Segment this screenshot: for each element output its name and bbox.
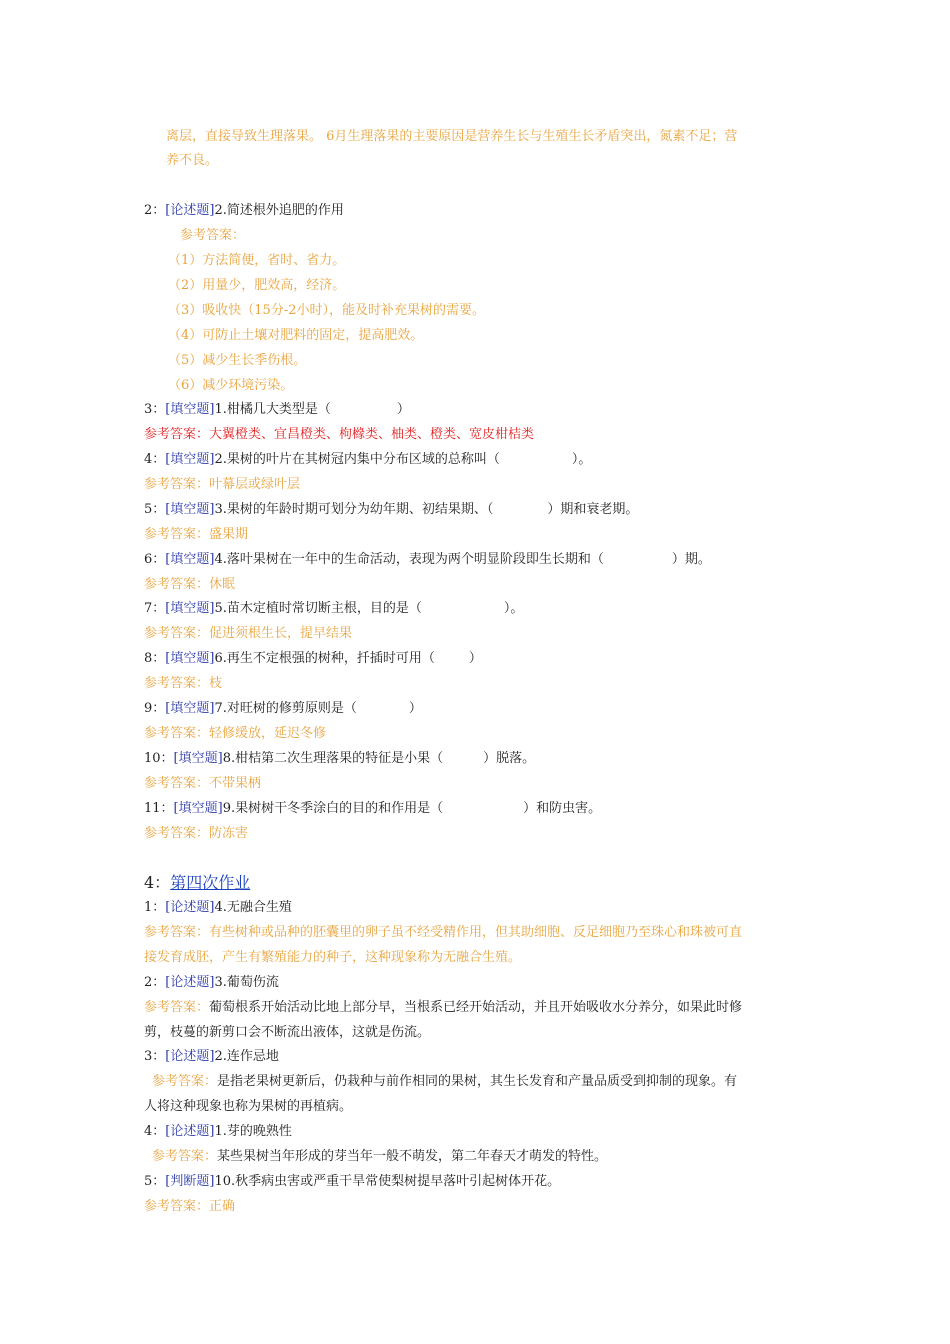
question-text: 7.对旺树的修剪原则是（ — [214, 701, 357, 716]
question-text-end: ）。 — [571, 452, 592, 467]
question-text-end: ）脱落。 — [483, 751, 536, 766]
answer-label: 参考答案： — [144, 1000, 210, 1015]
question-text-end: ） — [396, 402, 410, 417]
answer-line-2: 剪，枝蔓的新剪口会不断流出液体，这就是伤流。 — [144, 1025, 431, 1040]
section-heading — [144, 873, 250, 893]
question-number: 2： — [144, 975, 166, 990]
question-type-tag[interactable]: [论述题] — [165, 975, 215, 990]
answer-line-1 — [152, 1073, 737, 1091]
question-number: 3： — [144, 1049, 166, 1064]
question-type-tag[interactable]: [论述题] — [165, 900, 215, 915]
question-text: 5.苗木定植时常切断主根，目的是（ — [214, 601, 422, 616]
section-title-link[interactable]: 第四次作业 — [170, 873, 251, 892]
question-number: 9： — [144, 701, 166, 716]
answer: 参考答案：促进须根生长，提早结果 — [144, 626, 353, 641]
intro-line-1: 离层，直接导致生理落果。 6月生理落果的主要原因是营养生长与生殖生长矛盾突出，氮素不足；营 — [166, 129, 738, 144]
answer-label: 参考答案： — [152, 1149, 218, 1164]
question-text: 2.简述根外追肥的作用 — [214, 203, 344, 218]
answer: 参考答案：大翼橙类、宜昌橙类、枸橼类、柚类、橙类、宽皮柑桔类 — [144, 427, 535, 442]
question-text: 2.连作忌地 — [214, 1049, 279, 1064]
question-5 — [144, 501, 638, 519]
question-type-tag[interactable]: [论述题] — [165, 203, 215, 218]
question-number: 3： — [144, 402, 166, 417]
question-text: 1.芽的晚熟性 — [214, 1124, 292, 1139]
question-number: 4： — [144, 1124, 166, 1139]
question-text-end: ） — [408, 701, 422, 716]
answer-item: （4）可防止土壤对肥料的固定，提高肥效。 — [168, 328, 424, 343]
answer: 参考答案：盛果期 — [144, 527, 249, 542]
answer: 参考答案：叶幕层或绿叶层 — [144, 477, 301, 492]
question-number: 5： — [144, 502, 166, 517]
question-8 — [144, 650, 482, 668]
question-text-end: ） — [468, 651, 482, 666]
answer-item: （6）减少环境污染。 — [168, 378, 294, 393]
question-type-tag[interactable]: [填空题] — [165, 601, 215, 616]
question-number: 1： — [144, 900, 166, 915]
answer-line-2: 人将这种现象也称为果树的再植病。 — [144, 1099, 353, 1114]
answer: 参考答案：枝 — [144, 676, 223, 691]
answer-text: 葡萄根系开始活动比地上部分早，当根系已经开始活动，并且开始吸收水分养分，如果此时修 — [209, 1000, 743, 1015]
answer-line-2: 接发育成胚，产生有繁殖能力的种子，这种现象称为无融合生殖。 — [144, 950, 522, 965]
question-number: 2： — [144, 203, 166, 218]
question-type-tag[interactable]: [填空题] — [165, 502, 215, 517]
question-type-tag[interactable]: [填空题] — [165, 452, 215, 467]
question-text: 4.落叶果树在一年中的生命活动，表现为两个明显阶段即生长期和（ — [214, 552, 604, 567]
answer-line-1: 参考答案：有些树种或品种的胚囊里的卵子虽不经受精作用，但其助细胞、反足细胞乃至珠心和珠被可直 — [144, 925, 743, 940]
answer-item: （5）减少生长季伤根。 — [168, 353, 307, 368]
question-number: 10： — [144, 751, 174, 766]
question-type-tag[interactable]: [论述题] — [165, 1124, 215, 1139]
answer-item: （1）方法简便，省时、省力。 — [168, 253, 346, 268]
question-text: 4.无融合生殖 — [214, 900, 292, 915]
s4-question-2 — [144, 974, 279, 992]
question-3 — [144, 401, 410, 419]
question-type-tag[interactable]: [填空题] — [173, 801, 223, 816]
answer-text: 某些果树当年形成的芽当年一般不萌发，第二年春天才萌发的特性。 — [217, 1149, 608, 1164]
answer-label: 参考答案： — [152, 1074, 218, 1089]
question-text: 3.葡萄伤流 — [214, 975, 279, 990]
question-text-end: ）期。 — [671, 552, 711, 567]
answer-item: （3）吸收快（15分-2小时），能及时补充果树的需要。 — [168, 303, 485, 318]
question-11 — [144, 800, 601, 818]
question-7 — [144, 600, 523, 618]
answer: 参考答案：防冻害 — [144, 826, 249, 841]
question-4 — [144, 451, 591, 469]
question-text-end: ）期和衰老期。 — [547, 502, 639, 517]
question-number: 7： — [144, 601, 166, 616]
question-text: 8.柑桔第二次生理落果的特征是小果（ — [222, 751, 444, 766]
answer-line-1 — [144, 999, 742, 1017]
question-text-end: ）和防虫害。 — [523, 801, 602, 816]
question-text: 6.再生不定根强的树种，扦插时可用（ — [214, 651, 435, 666]
question-number: 8： — [144, 651, 166, 666]
s4-question-4 — [144, 1123, 292, 1141]
question-type-tag[interactable]: [判断题] — [165, 1174, 215, 1189]
answer: 参考答案：休眠 — [144, 577, 236, 592]
s4-question-1 — [144, 899, 292, 917]
question-type-tag[interactable]: [填空题] — [165, 651, 215, 666]
question-type-tag[interactable]: [填空题] — [173, 751, 223, 766]
s4-question-5 — [144, 1173, 560, 1191]
answer-label: 参考答案： — [180, 228, 246, 243]
question-2 — [144, 202, 344, 220]
question-text: 3.果树的年龄时期可划分为幼年期、初结果期、（ — [214, 502, 494, 517]
question-10 — [144, 750, 535, 768]
question-9 — [144, 700, 422, 718]
question-type-tag[interactable]: [填空题] — [165, 402, 215, 417]
answer-item: （2）用量少，肥效高，经济。 — [168, 278, 346, 293]
question-number: 6： — [144, 552, 166, 567]
question-text: 2.果树的叶片在其树冠内集中分布区域的总称叫（ — [214, 452, 500, 467]
question-text: 1.柑橘几大类型是（ — [214, 402, 331, 417]
answer: 参考答案：不带果柄 — [144, 776, 262, 791]
question-number: 5： — [144, 1174, 166, 1189]
answer: 参考答案：正确 — [144, 1199, 236, 1214]
question-text-end: ）。 — [503, 601, 524, 616]
question-type-tag[interactable]: [填空题] — [165, 552, 215, 567]
question-number: 11： — [144, 801, 174, 816]
question-6 — [144, 551, 711, 569]
question-text: 10.秋季病虫害或严重干旱常使梨树提早落叶引起树体开花。 — [214, 1174, 561, 1189]
answer: 参考答案：轻修缓放，延迟冬修 — [144, 726, 327, 741]
section-number: 4： — [144, 873, 171, 892]
question-type-tag[interactable]: [论述题] — [165, 1049, 215, 1064]
question-type-tag[interactable]: [填空题] — [165, 701, 215, 716]
intro-line-2: 养不良。 — [166, 153, 219, 168]
answer-line-1 — [152, 1148, 607, 1166]
question-number: 4： — [144, 452, 166, 467]
question-text: 9.果树树干冬季涂白的目的和作用是（ — [222, 801, 444, 816]
s4-question-3 — [144, 1048, 279, 1066]
answer-text: 是指老果树更新后，仍栽种与前作相同的果树，其生长发育和产量品质受到抑制的现象。有 — [217, 1074, 738, 1089]
